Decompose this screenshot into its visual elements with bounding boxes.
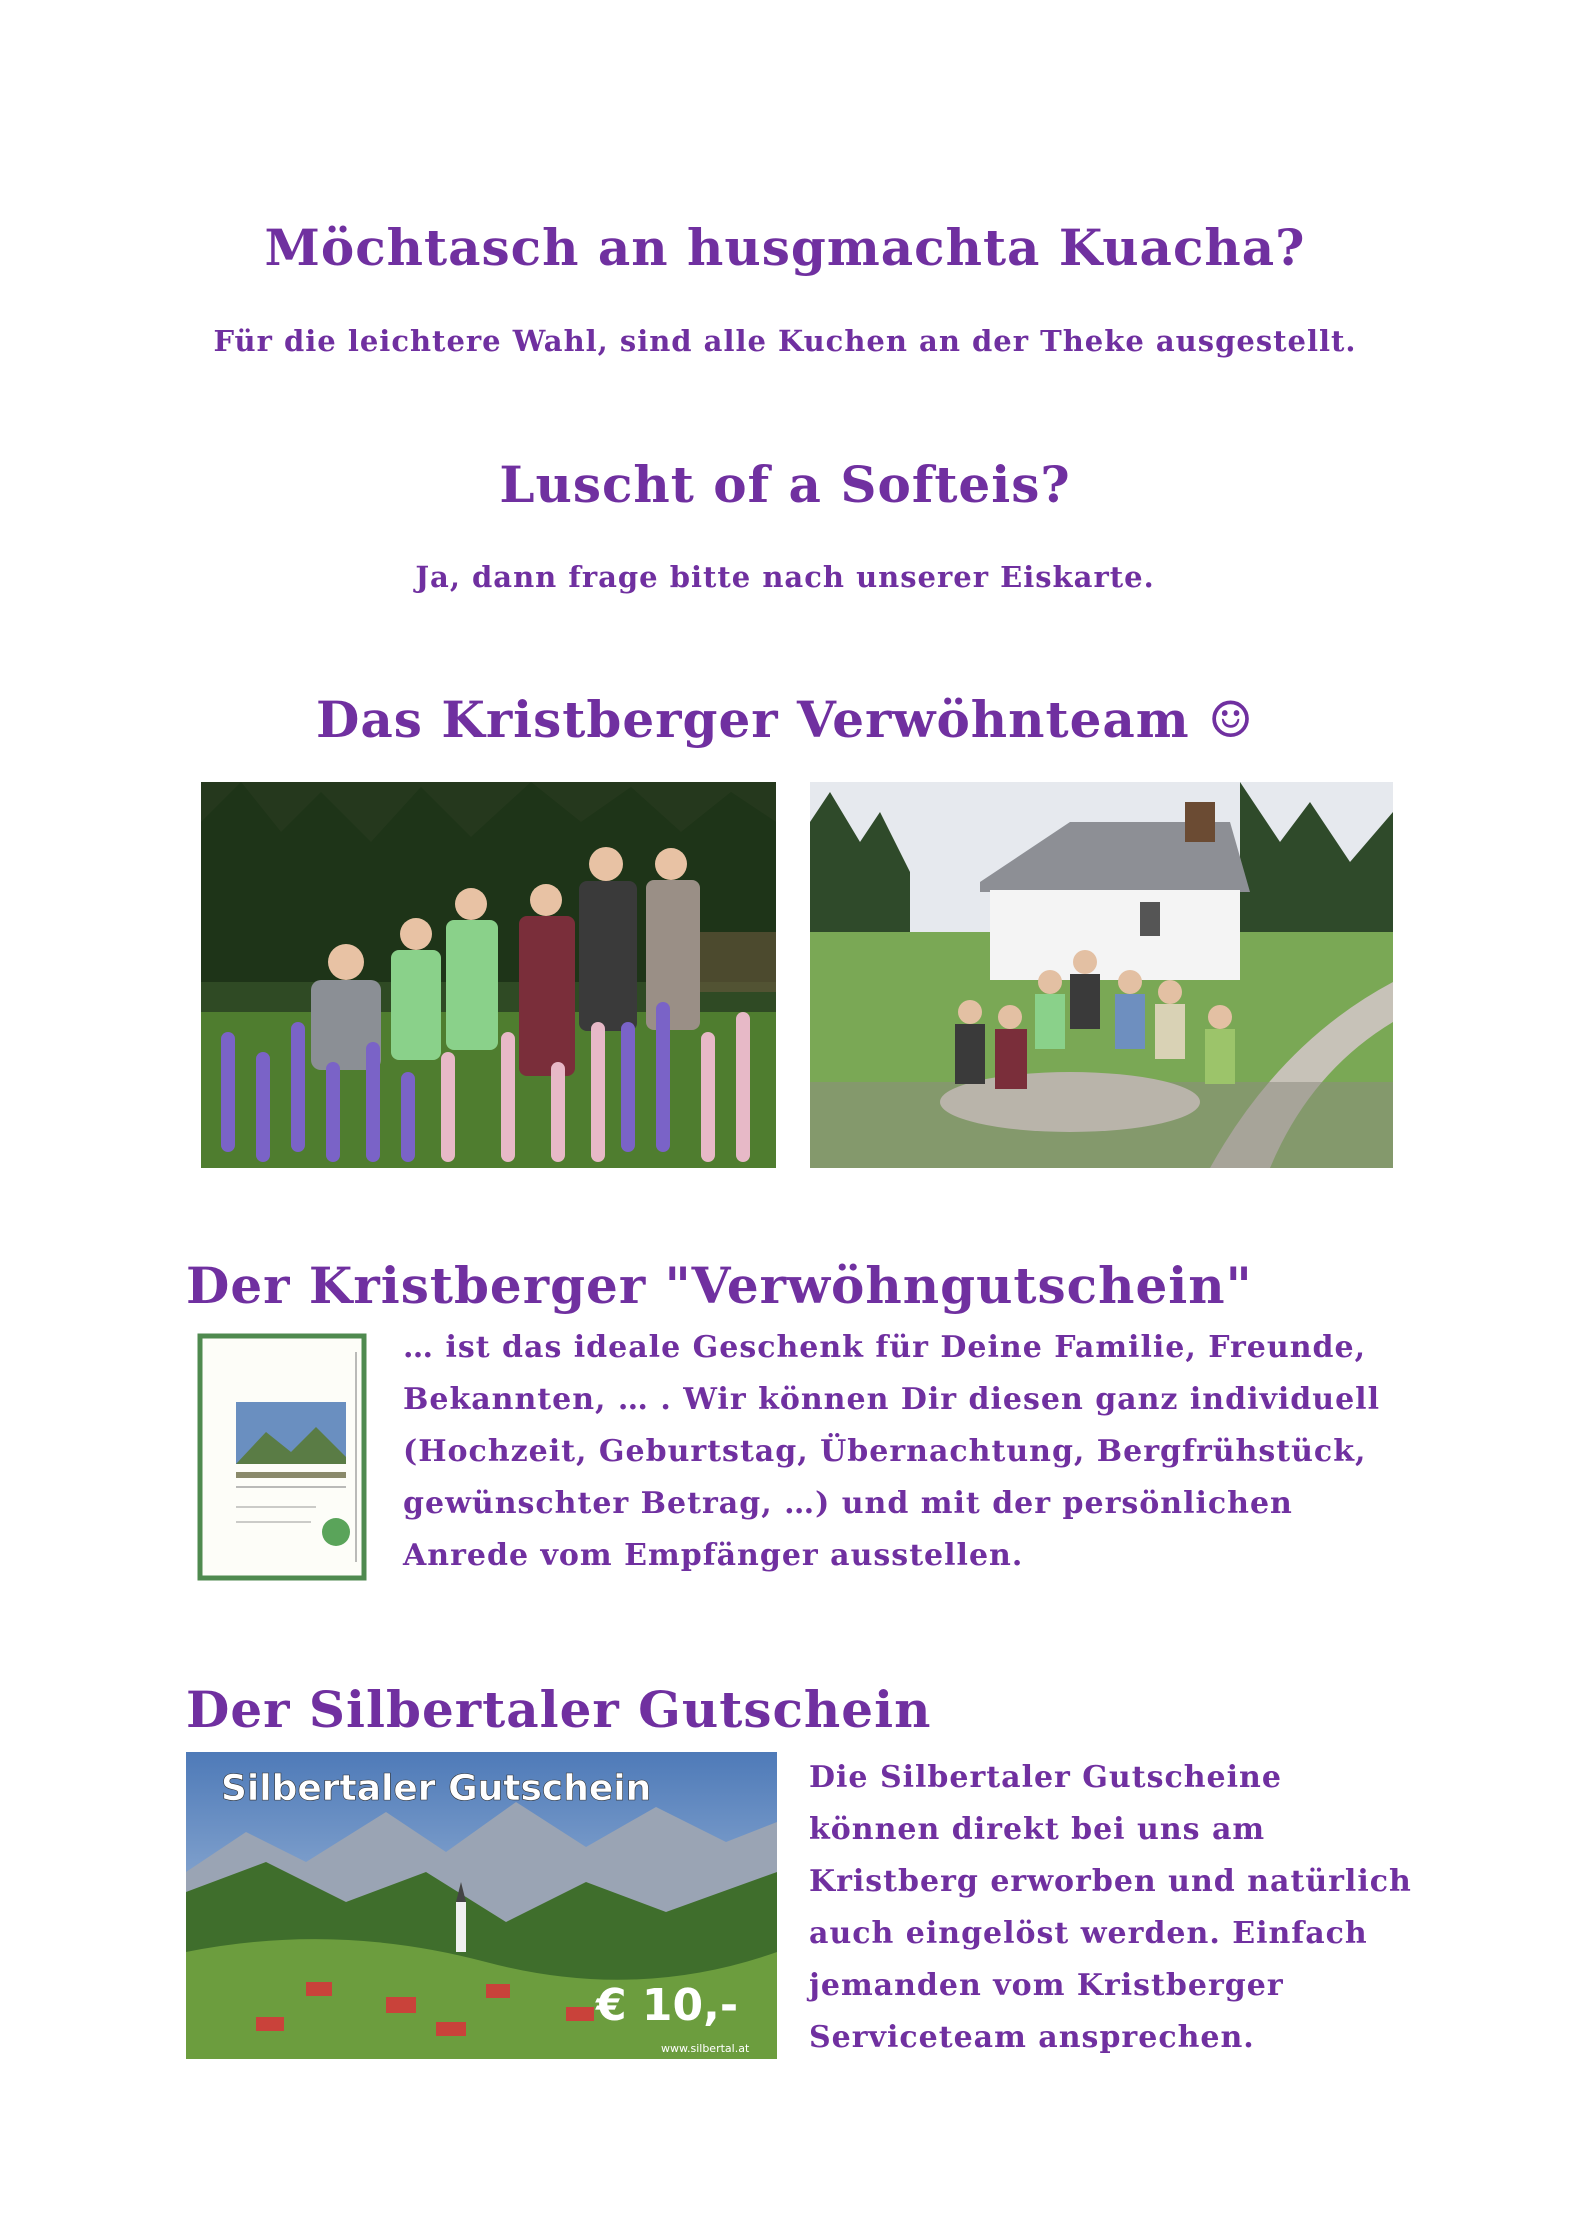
softeis-heading: Luscht of a Softeis? [499,455,1071,514]
verwoehngutschein-text [403,1322,1403,1582]
silbertaler-image-price: € 10,- [596,1980,739,2031]
silbertaler-line-6: Serviceteam ansprechen. [809,2020,1255,2055]
silbertaler-line-3: Kristberg erworben und natürlich [809,1864,1412,1899]
kuchen-text: Für die leichtere Wahl, sind alle Kuchen an der Theke ausgestellt. [213,324,1357,358]
verwoehngutschein-image [196,1332,368,1582]
team-photo-meadow [201,782,776,1168]
verwoehngutschein-heading: Der Kristberger "Verwöhngutschein" [186,1256,1253,1315]
softeis-text: Ja, dann frage bitte nach unserer Eiskarte. [415,560,1155,594]
silbertaler-image-url: www.silbertal.at [661,2042,750,2055]
verwoehngutschein-line-5: Anrede vom Empfänger ausstellen. [403,1538,1024,1573]
silbertaler-line-2: können direkt bei uns am [809,1812,1266,1847]
silbertaler-image-title: Silbertaler Gutschein [221,1768,652,1809]
silbertaler-voucher-image [186,1752,777,2059]
verwoehngutschein-line-4: gewünschter Betrag, …) und mit der persönlichen [403,1486,1293,1521]
kuchen-heading: Möchtasch an husgmachta Kuacha? [264,218,1306,277]
silbertaler-line-1: Die Silbertaler Gutscheine [809,1760,1282,1795]
silbertaler-text [809,1752,1429,2064]
verwoehngutschein-line-2: Bekannten, … . Wir können Dir diesen ganz individuell [403,1382,1380,1417]
silbertaler-heading: Der Silbertaler Gutschein [186,1680,932,1739]
verwoehngutschein-line-3: (Hochzeit, Geburtstag, Übernachtung, Bergfrühstück, [403,1434,1367,1469]
team-photo-chapel [810,782,1393,1168]
team-heading: Das Kristberger Verwöhnteam ☺ [316,690,1254,749]
silbertaler-line-5: jemanden vom Kristberger [809,1968,1284,2003]
silbertaler-line-4: auch eingelöst werden. Einfach [809,1916,1368,1951]
verwoehngutschein-line-1: … ist das ideale Geschenk für Deine Familie, Freunde, [403,1330,1367,1365]
